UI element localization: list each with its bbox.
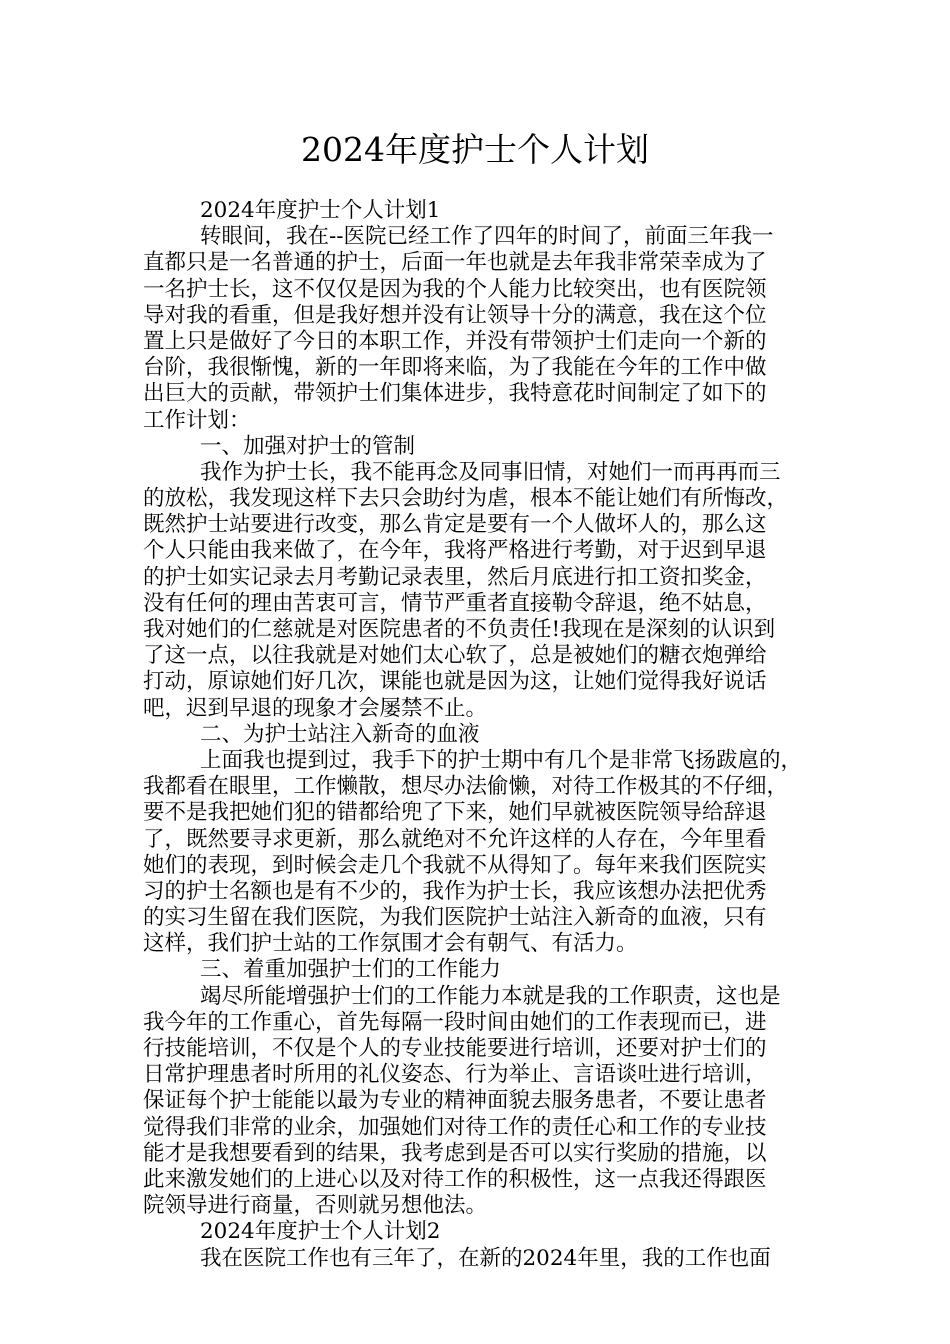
- body-line: 我对她们的仁慈就是对医院患者的不负责任!我现在是深刻的认识到: [143, 617, 776, 642]
- body-line: 一、加强对护士的管制: [200, 433, 416, 459]
- body-line: 导对我的看重，但是我好想并没有让领导十分的满意，我在这个位: [143, 302, 767, 328]
- body-line: 我都看在眼里，工作懒散，想尽办法偷懒，对待工作极其的不仔细，: [143, 774, 789, 800]
- body-line: 我今年的工作重心，首先每隔一段时间由她们的工作表现而已，进: [143, 1009, 767, 1035]
- body-line: 我在医院工作也有三年了，在新的2024年里，我的工作也面: [200, 1245, 771, 1271]
- body-line: 了这一点，以往我就是对她们太心软了，总是被她们的糖衣炮弹给: [143, 643, 767, 669]
- body-line: 保证每个护士能能以最为专业的精神面貌去服务患者，不要让患者: [143, 1088, 767, 1114]
- body-line: 吧，迟到早退的现象才会屡禁不止。: [143, 695, 488, 721]
- body-line: 日常护理患者时所用的礼仪姿态、行为举止、言语谈吐进行培训，: [143, 1062, 767, 1088]
- body-line: 直都只是一名普通的护士，后面一年也就是去年我非常荣幸成为了: [143, 250, 767, 276]
- body-line: 竭尽所能增强护士们的工作能力本就是我的工作职责，这也是: [200, 983, 781, 1009]
- body-line: 打动，原谅她们好几次，课能也就是因为这，让她们觉得我好说话: [143, 669, 767, 695]
- body-line: 这样，我们护士站的工作氛围才会有朝气、有活力。: [143, 931, 638, 957]
- body-line: 她们的表现，到时候会走几个我就不从得知了。每年来我们医院实: [143, 852, 767, 878]
- body-line: 台阶，我很惭愧，新的一年即将来临，为了我能在今年的工作中做: [143, 355, 767, 381]
- body-line: 要不是我把她们犯的错都给兜了下来，她们早就被医院领导给辞退: [143, 800, 767, 826]
- body-line: 了，既然要寻求更新，那么就绝对不允许这样的人存在，今年里看: [143, 826, 767, 852]
- body-line: 行技能培训，不仅是个人的专业技能要进行培训，还要对护士们的: [143, 1036, 767, 1061]
- body-line: 的实习生留在我们医院，为我们医院护士站注入新奇的血液，只有: [143, 905, 767, 931]
- body-line: 我作为护士长，我不能再念及同事旧情，对她们一而再再而三: [200, 459, 781, 485]
- document-body: [143, 198, 808, 1272]
- body-line: 的放松，我发现这样下去只会助纣为虐，根本不能让她们有所悔改，: [143, 486, 789, 512]
- body-line: 二、为护士站注入新奇的血液: [200, 721, 480, 747]
- body-line: 出巨大的贡献，带领护士们集体进步，我特意花时间制定了如下的: [143, 381, 767, 407]
- body-line: 上面我也提到过，我手下的护士期中有几个是非常飞扬跋扈的，: [200, 747, 803, 773]
- body-line: 院领导进行商量，否则就另想他法。: [143, 1193, 488, 1219]
- body-line: 置上只是做好了今日的本职工作，并没有带领护士们走向一个新的: [143, 328, 767, 354]
- body-line: 转眼间，我在--医院已经工作了四年的时间了，前面三年我一: [200, 224, 774, 250]
- body-line: 觉得我们非常的业余，加强她们对待工作的责任心和工作的专业技: [143, 1114, 767, 1140]
- body-line: 习的护士名额也是有不少的，我作为护士长，我应该想办法把优秀: [143, 878, 767, 904]
- body-line: 一名护士长，这不仅仅是因为我的个人能力比较突出，也有医院领: [143, 276, 767, 302]
- body-line: 能才是我想要看到的结果，我考虑到是否可以实行奖励的措施，以: [143, 1140, 767, 1166]
- body-line: 2024年度护士个人计划2: [200, 1219, 441, 1245]
- body-line: 既然护士站要进行改变，那么肯定是要有一个人做坏人的，那么这: [143, 512, 767, 538]
- body-line: 2024年度护士个人计划1: [200, 198, 441, 223]
- body-line: 工作计划：: [143, 407, 251, 433]
- body-line: 没有任何的理由苦衷可言，情节严重者直接勒令辞退，绝不姑息，: [143, 590, 767, 616]
- body-line: 三、着重加强护士们的工作能力: [200, 957, 502, 983]
- document-title: 2024年度护士个人计划: [301, 130, 649, 169]
- body-line: 此来激发她们的上进心以及对待工作的积极性，这一点我还得跟医: [143, 1166, 767, 1192]
- body-line: 的护士如实记录去月考勤记录表里，然后月底进行扣工资扣奖金，: [143, 564, 767, 590]
- body-line: 个人只能由我来做了，在今年，我将严格进行考勤，对于迟到早退: [143, 538, 767, 564]
